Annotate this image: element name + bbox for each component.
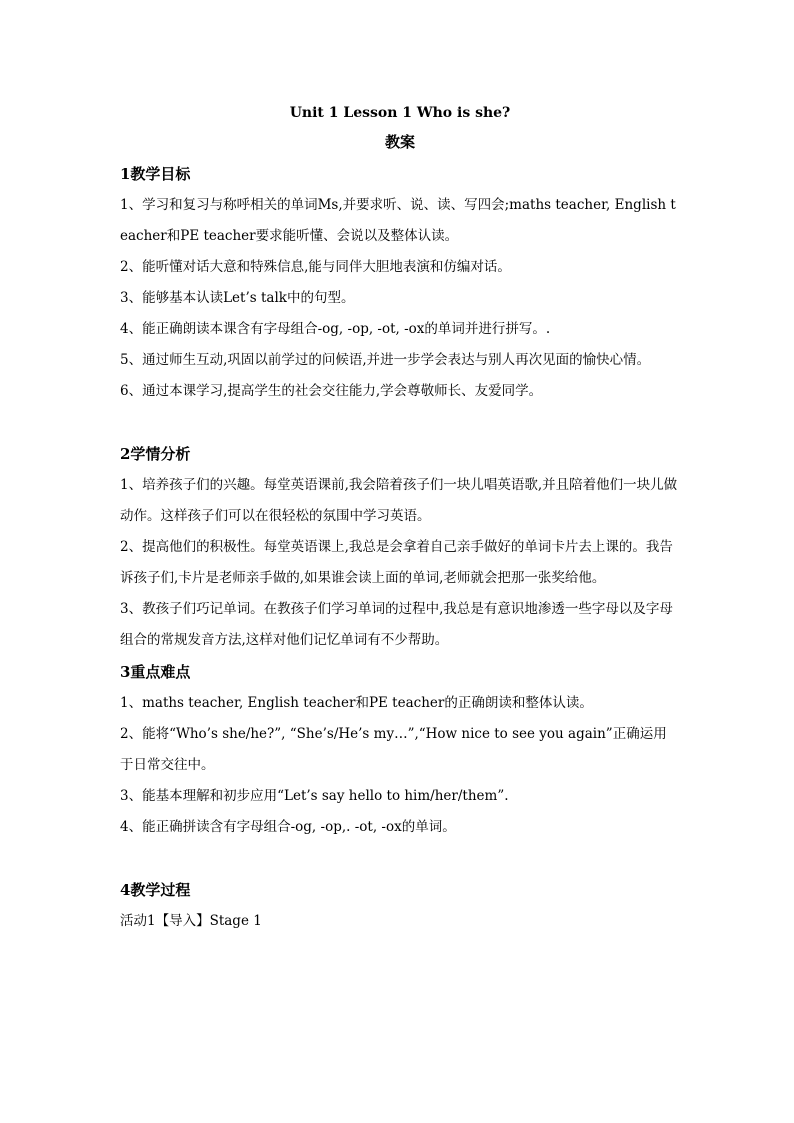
section-spacer: [120, 407, 680, 438]
objective-item: 5、通过师生互动,巩固以前学过的问候语,并进一步学会表达与别人再次见面的愉快心情。: [120, 352, 651, 368]
section-heading-teaching-process: 4教学过程: [120, 881, 191, 899]
objective-item: 4、能正确朗读本课含有字母组合-og, -op, -ot, -ox的单词并进行拼写。.: [120, 321, 551, 337]
key-point-item: 3、能基本理解和初步应用“Let’s say hello to him/her/them”.: [120, 788, 509, 804]
analysis-item: 3、教孩子们巧记单词。在教孩子们学习单词的过程中,我总是有意识地渗透一些字母以及字母组合的常规发音方法,这样对他们记忆单词有不少帮助。: [120, 601, 673, 648]
document-content: [120, 100, 680, 937]
objective-item: 3、能够基本认读Let’s talk中的句型。: [120, 290, 355, 306]
analysis-item: 2、提高他们的积极性。每堂英语课上,我总是会拿着自己亲手做好的单词卡片去上课的。我告诉孩子们,卡片是老师亲手做的,如果谁会读上面的单词,老师就会把那一张奖给他。: [120, 539, 673, 586]
section-spacer: [120, 843, 680, 874]
objective-item: 1、学习和复习与称呼相关的单词Ms,并要求听、说、读、写四会;maths teacher, English teacher和PE teacher要求能听懂、会说以及整体认读。: [120, 197, 676, 244]
objective-item: 2、能听懂对话大意和特殊信息,能与同伴大胆地表演和仿编对话。: [120, 259, 511, 275]
section-heading-objectives: 1教学目标: [120, 165, 191, 183]
activity-item: 活动1【导入】Stage 1: [120, 913, 262, 929]
objective-item: 6、通过本课学习,提高学生的社会交往能力,学会尊敬师长、友爱同学。: [120, 383, 543, 399]
document-title: Unit 1 Lesson 1 Who is she?: [289, 105, 511, 121]
key-point-item: 4、能正确拼读含有字母组合-og, -op,. -ot, -ox的单词。: [120, 819, 456, 835]
section-heading-student-analysis: 2学情分析: [120, 445, 191, 463]
key-point-item: 1、maths teacher, English teacher和PE teacher的正确朗读和整体认读。: [120, 695, 593, 711]
analysis-item: 1、培养孩子们的兴趣。每堂英语课前,我会陪着孩子们一块儿唱英语歌,并且陪着他们一块儿做动作。这样孩子们可以在很轻松的氛围中学习英语。: [120, 477, 678, 524]
key-point-item: 2、能将“Who’s she/he?”, “She’s/He’s my…”,“How nice to see you again”正确运用于日常交往中。: [120, 726, 667, 773]
section-heading-key-points: 3重点难点: [120, 663, 191, 681]
document-subtitle: 教案: [384, 133, 415, 151]
